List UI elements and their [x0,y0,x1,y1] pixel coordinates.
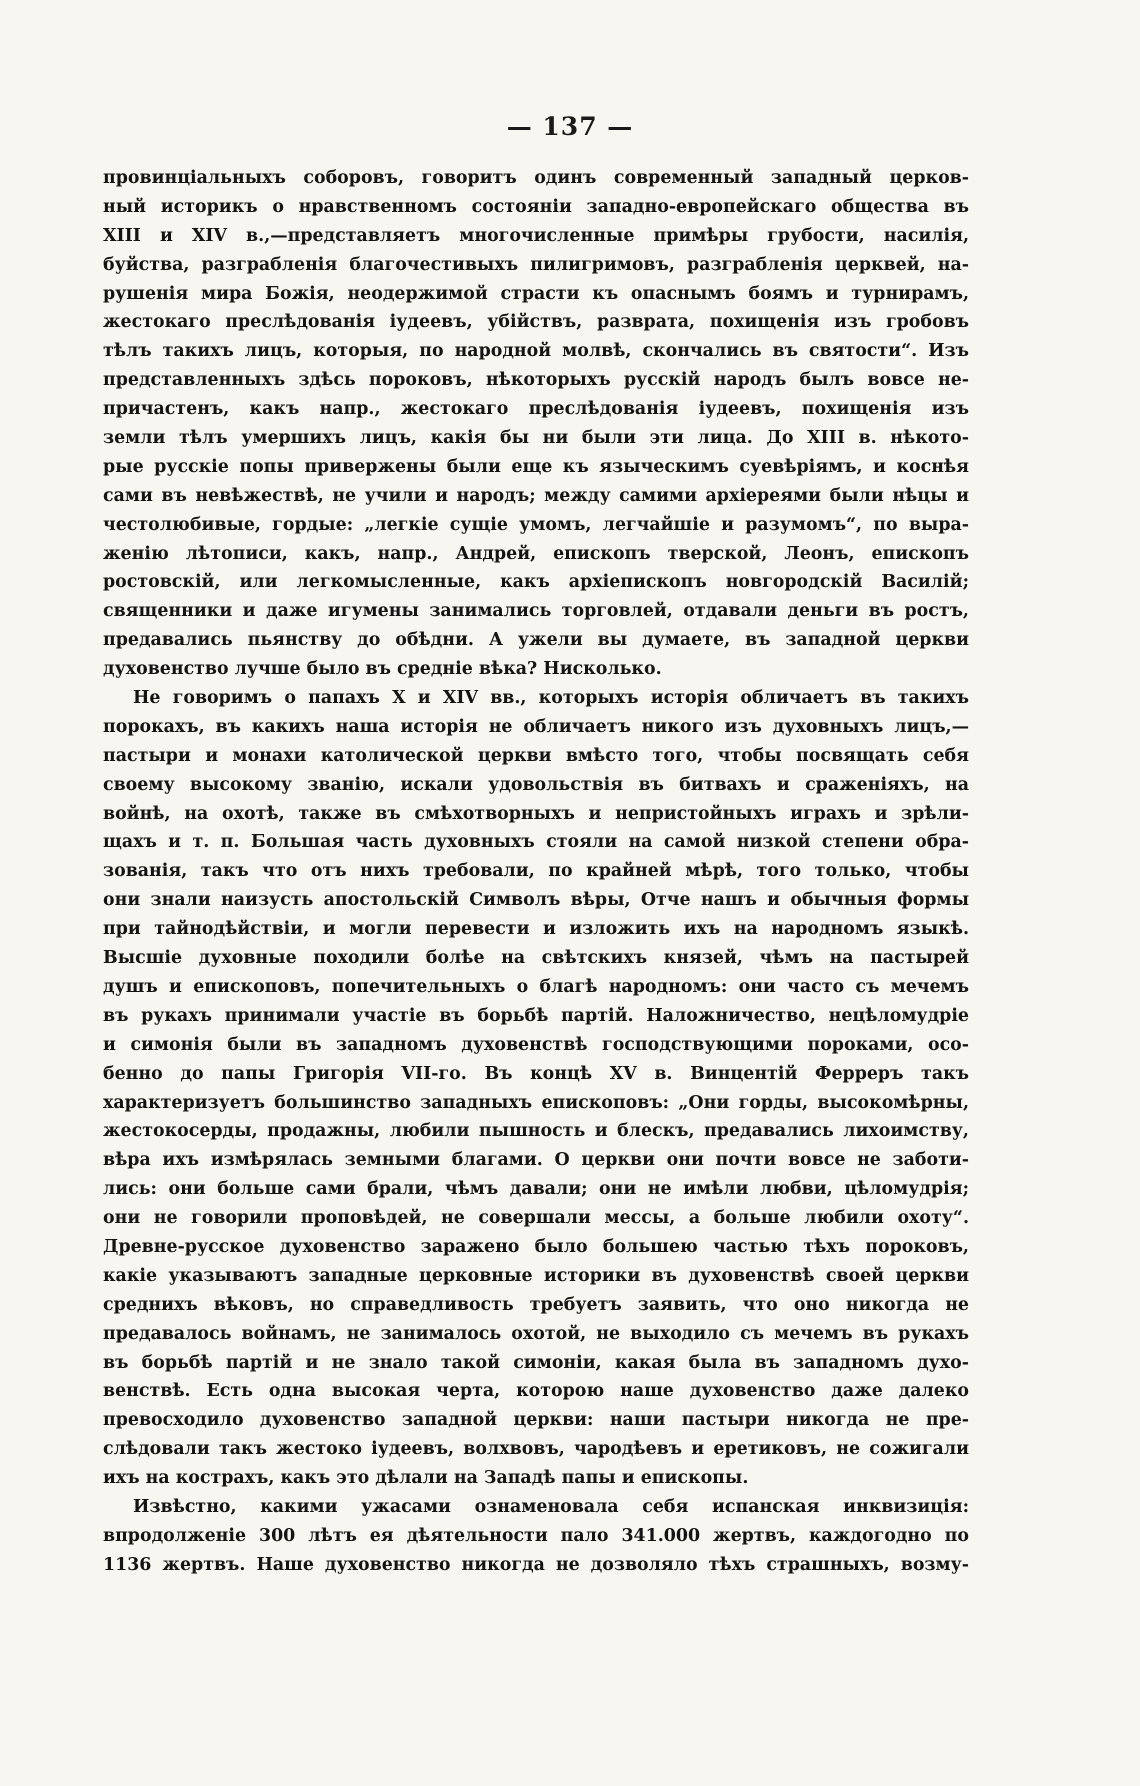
paragraph [103,684,969,1493]
text-line: слѣдовали такъ жестоко іудеевъ, волхвовъ, чародѣевъ и еретиковъ, не сожигали [103,1439,969,1460]
text-line: жестокосерды, продажны, любили пышность и блескъ, предавались лихоимству, [103,1121,969,1142]
text-line: вѣра ихъ измѣрялась земными благами. О церкви они почти вовсе не заботи- [103,1150,969,1171]
text-line: своему высокому званію, искали удовольствія въ битвахъ и сраженіяхъ, на [103,774,969,795]
text-line: представленныхъ здѣсь пороковъ, нѣкоторыхъ русскій народъ былъ вовсе не- [103,370,969,391]
text-line: въ борьбѣ партій и не знало такой симоніи, какая была въ западномъ духо- [103,1352,969,1373]
text-line: среднихъ вѣковъ, но справедливость требуетъ заявить, что оно никогда не [103,1294,969,1315]
text-line: земли тѣлъ умершихъ лицъ, какія бы ни были эти лица. До XIII в. нѣкото- [103,428,969,449]
text-line: причастенъ, какъ напр., жестокаго преслѣдованія іудеевъ, похищенія изъ [103,399,969,420]
text-line: сами въ невѣжествѣ, не учили и народъ; между самими архіереями были нѣцы и [103,485,969,506]
text-line: при тайнодѣйствіи, и могли перевести и изложить ихъ на народномъ языкѣ. [103,919,969,940]
page-number: — 137 — [506,112,634,141]
text-line: предавалось войнамъ, не занималось охотой, не выходило съ мечемъ въ рукахъ [103,1323,969,1344]
text-line: буйства, разграбленія благочестивыхъ пилигримовъ, разграбленія церквей, на- [103,254,969,275]
text-line: зованія, такъ что отъ нихъ требовали, по крайней мѣрѣ, того только, чтобы [103,861,969,882]
text-line: душъ и епископовъ, попечительныхъ о благѣ народномъ: они часто съ мечемъ [103,976,969,997]
text-line: лись: они больше сами брали, чѣмъ давали; они не имѣли любви, цѣломудрія; [103,1179,969,1200]
text-line: войнѣ, на охотѣ, также въ смѣхотворныхъ и непристойныхъ играхъ и зрѣли- [103,803,969,824]
text-line: щахъ и т. п. Большая часть духовныхъ стояли на самой низкой степени обра- [103,832,969,853]
text-line: Не говоримъ о папахъ X и XIV вв., которыхъ исторія обличаетъ въ такихъ [133,688,969,709]
text-line: жестокаго преслѣдованія іудеевъ, убійствъ, разврата, похищенія изъ гробовъ [103,312,969,333]
text-line: превосходило духовенство западной церкви: наши пастыри никогда не пре- [103,1410,969,1431]
text-line: Высшіе духовные походили болѣе на свѣтскихъ князей, чѣмъ на пастырей [103,948,969,969]
text-line: женію лѣтописи, какъ, напр., Андрей, епископъ тверской, Леонъ, епископъ [103,543,969,564]
paragraph [103,164,969,684]
text-line: ростовскій, или легкомысленные, какъ архіепископъ новгородскій Василій; [103,572,969,593]
text-line: пастыри и монахи католической церкви вмѣсто того, чтобы посвящать себя [103,745,969,766]
text-line: предавались пьянству до обѣдни. А ужели вы думаете, въ западной церкви [103,630,969,651]
text-line: рые русскіе попы привержены были еще къ языческимъ суевѣріямъ, и коснѣя [103,456,969,477]
text-line: ихъ на кострахъ, какъ это дѣлали на Западѣ папы и епископы. [103,1468,749,1489]
text-line: характеризуетъ большинство западныхъ епископовъ: „Они горды, высокомѣрны, [103,1092,969,1113]
text-line: Древне-русское духовенство заражено было большею частью тѣхъ пороковъ, [103,1236,969,1257]
text-line: впродолженіе 300 лѣтъ ея дѣятельности пало 341.000 жертвъ, каждогодно по [103,1525,969,1546]
text-line: порокахъ, въ какихъ наша исторія не обличаетъ никого изъ духовныхъ лицъ,— [103,716,969,737]
paragraph [103,1493,969,1580]
text-line: они не говорили проповѣдей, не совершали мессы, а больше любили охоту“. [103,1208,969,1229]
text-line: и симонія были въ западномъ духовенствѣ господствующими пороками, осо- [103,1034,969,1055]
text-line: бенно до папы Григорія VII-го. Въ концѣ XV в. Винцентій Ферреръ такъ [103,1063,969,1084]
text-line: честолюбивые, гордые: „легкіе сущіе умомъ, легчайшіе и разумомъ“, по выра- [103,514,969,535]
text-line: рушенія мира Божія, неодержимой страсти къ опаснымъ боямъ и турнирамъ, [103,283,969,304]
text-line: духовенство лучше было въ средніе вѣка? Нисколько. [103,659,662,680]
text-line: какіе указываютъ западные церковные историки въ духовенствѣ своей церкви [103,1265,969,1286]
text-line: ный историкъ о нравственномъ состояніи западно-европейскаго общества въ [103,196,969,217]
text-line: тѣлъ такихъ лицъ, которыя, по народной молвѣ, скончались въ святости“. Изъ [103,341,969,362]
body-text [103,164,969,1580]
text-line: 1136 жертвъ. Наше духовенство никогда не дозволяло тѣхъ страшныхъ, возму- [103,1554,969,1575]
text-line: Извѣстно, какими ужасами ознаменовала себя испанская инквизиція: [133,1496,969,1517]
text-line: въ рукахъ принимали участіе въ борьбѣ партій. Наложничество, нецѣломудріе [103,1005,969,1026]
text-line: венствѣ. Есть одна высокая черта, которою наше духовенство даже далеко [103,1381,969,1402]
text-line: священники и даже игумены занимались торговлей, отдавали деньги въ ростъ, [103,601,969,622]
text-line: XIII и XIV в.,—представляетъ многочисленные примѣры грубости, насилія, [103,225,969,246]
text-line: провинціальныхъ соборовъ, говоритъ одинъ современный западный церков- [103,168,969,188]
text-line: они знали наизусть апостольскій Символъ вѣры, Отче нашъ и обычныя формы [103,890,969,911]
